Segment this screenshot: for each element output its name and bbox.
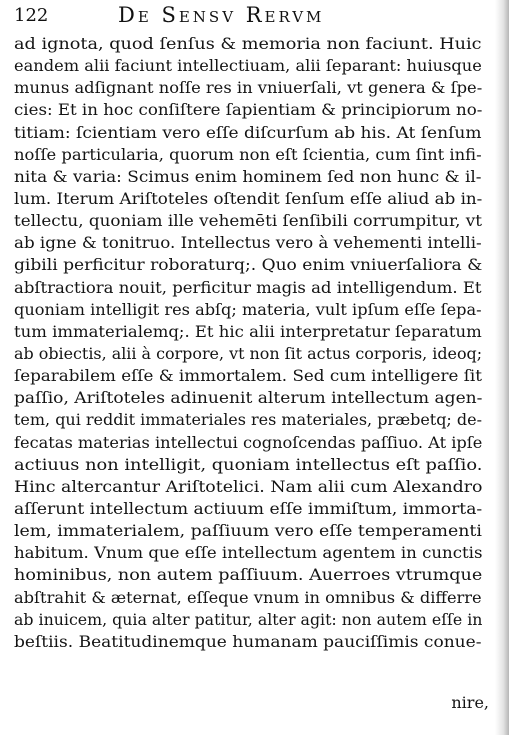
running-head bbox=[14, 3, 484, 33]
text-line: ab inuicem, quia alter patitur, alter agit: non autem eſſe in bbox=[14, 609, 483, 629]
text-line: nita & varia: Scimus enim hominem ſed non hunc & il- bbox=[14, 166, 482, 186]
text-line: tellectu, quoniam ille vehemēti ſenſibili corrumpitur, vt bbox=[14, 211, 482, 231]
text-line: actiuus non intelligit, quoniam intellectus eſt paſſio. bbox=[14, 454, 483, 474]
text-line: aſſerunt intellectum actiuum eſſe immiſtum, immorta- bbox=[14, 498, 483, 518]
text-line: hominibus, non autem paſſiuum. Auerroes vtrumque bbox=[14, 565, 483, 585]
text-line: gibili perficitur roboraturq;. Quo enim vniuerſaliora & bbox=[14, 255, 483, 275]
text-line: beſtiis. Beatitudinemque humanam pauciſſimis conue- bbox=[14, 631, 482, 651]
text-line: lem, immaterialem, paſſiuum vero eſſe temperamenti bbox=[14, 521, 482, 541]
text-line: habitum. Vnum que eſſe intellectum agentem in cunctis bbox=[14, 543, 483, 563]
catchword: nire, bbox=[451, 693, 489, 712]
text-line: fecatas materias intellectui cognoſcendas paſſiuo. At ipſe bbox=[14, 432, 483, 452]
text-line: paſſio, Ariſtoteles adinuenit alterum intellectum agen- bbox=[14, 388, 483, 408]
text-line: abſtractiora nouit, perficitur magis ad intelligendum. Et bbox=[14, 277, 482, 297]
text-line: Hinc altercantur Ariſtotelici. Nam alii cum Alexandro bbox=[14, 476, 483, 496]
text-line: eandem alii faciunt intellectiuam, alii ſeparant: huiusque bbox=[14, 56, 482, 76]
text-line: tem, qui reddit immateriales res materiales, præbetq; de- bbox=[14, 410, 482, 430]
text-line: tum immaterialemq;. Et hic alii interpretatur ſeparatum bbox=[14, 321, 482, 341]
text-line: munus adſignant noſſe res in vniuerſali, vt genera & ſpe- bbox=[14, 78, 483, 98]
body-text bbox=[14, 33, 482, 653]
text-line: noſſe particularia, quorum non eſt ſcientia, cum ſint infi- bbox=[14, 144, 482, 164]
text-line: ad ignota, quod ſenſus & memoria non faciunt. Huic bbox=[14, 34, 482, 53]
text-line: ab igne & tonitruo. Intellectus vero à vehementi intelli- bbox=[14, 233, 482, 253]
page-number: 122 bbox=[14, 5, 49, 26]
text-line: lum. Iterum Ariſtoteles oſtendit ſenſum eſſe aliud ab in- bbox=[14, 188, 483, 208]
text-line: cies: Et in hoc conſiſtere ſapientiam & principiorum no- bbox=[14, 100, 483, 120]
text-line: titiam: ſcientiam vero eſſe diſcurſum ab his. At ſenſum bbox=[14, 122, 482, 142]
text-line: quoniam intelligit res abſq; materia, vult ipſum eſſe ſepa- bbox=[14, 299, 482, 319]
text-line: ab obiectis, alii à corpore, vt non ſit actus corporis, ideoq; bbox=[14, 343, 483, 363]
running-title: De Sensv Rervm bbox=[118, 3, 325, 27]
text-line: ſeparabilem eſſe & immortalem. Sed cum intelligere ſit bbox=[14, 366, 482, 386]
text-line: abſtrahit & æternat, eſſeque vnum in omnibus & differre bbox=[14, 587, 482, 607]
